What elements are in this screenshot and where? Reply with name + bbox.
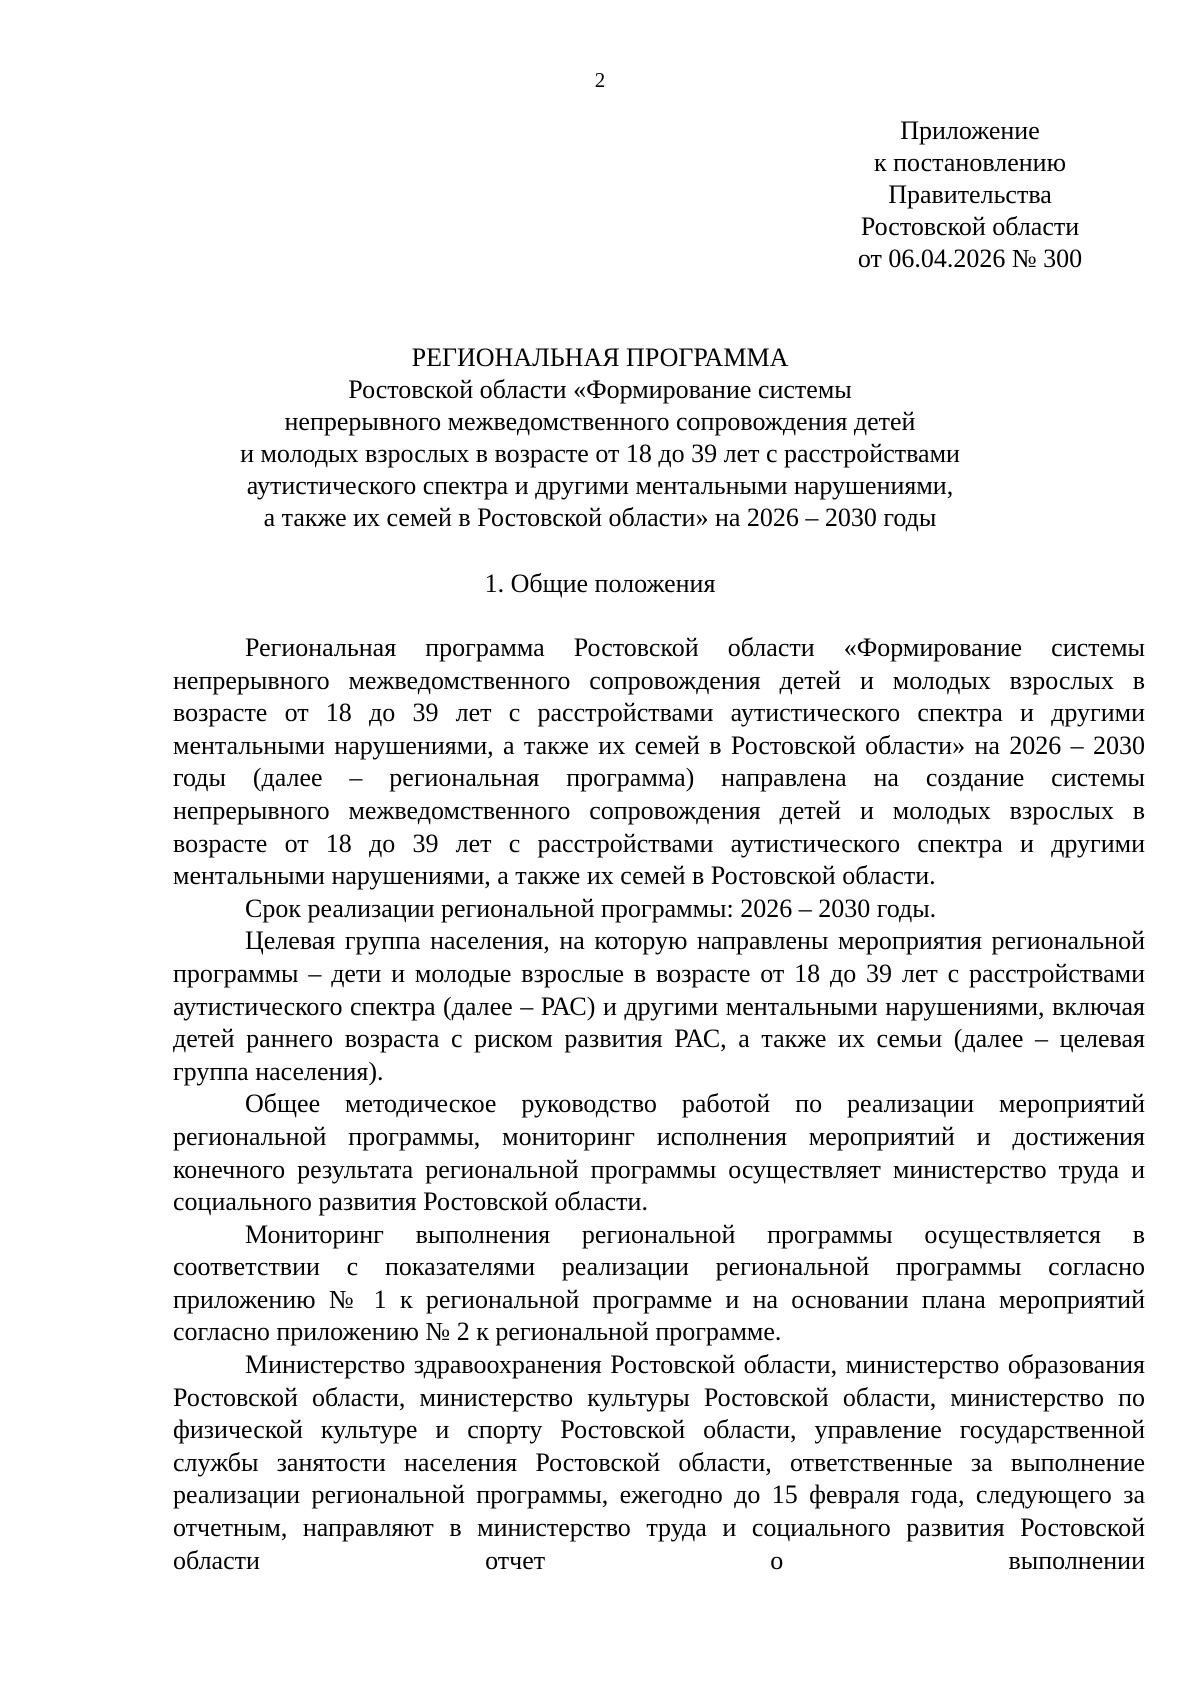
appendix-line: к постановлению: [873, 148, 1067, 177]
title-line: Ростовской области «Формирование системы: [348, 375, 852, 404]
title-line: непрерывного межведомственного сопровождения детей: [284, 407, 916, 436]
paragraph: Министерство здравоохранения Ростовской области, министерство образования Ростовской области, министерство культуры Ростовской области, министерство по физической культуре и спорту Ростовской области, управление государственной службы занятости населения Ростовской области, ответственные за выполнение реализации региональной программы, ежегодно до 15 февраля года, следующего за отчетным, направляют в министерство труда и социального развития Ростовской области отчет о выполнении: [173, 1350, 1145, 1575]
appendix-line: Приложение: [900, 116, 1040, 145]
title-line: РЕГИОНАЛЬНАЯ ПРОГРАММА: [411, 343, 789, 372]
paragraph: Общее методическое руководство работой по реализации мероприятий региональной программы, мониторинг исполнения мероприятий и достижения конечного результата региональной программы осуществляет министерство труда и социального развития Ростовской области.: [173, 1089, 1145, 1217]
paragraph: Региональная программа Ростовской области «Формирование системы непрерывного межведомственного сопровождения детей и молодых взрослых в возрасте от 18 до 39 лет с расстройствами аутистического спектра и другими ментальными нарушениями, а также их семей в Ростовской области» на 2026 – 2030 годы (далее – региональная программа) направлена на создание системы непрерывного межведомственного сопровождения детей и молодых взрослых в возрасте от 18 до 39 лет с расстройствами аутистического спектра и другими ментальными нарушениями, а также их семей в Ростовской области.: [173, 633, 1145, 891]
paragraph: Срок реализации региональной программы: 2026 – 2030 годы.: [245, 893, 937, 923]
paragraph: Целевая группа населения, на которую направлены мероприятия региональной программы – дети и молодые взрослые в возрасте от 18 до 39 лет с расстройствами аутистического спектра (далее – РАС) и другими ментальными нарушениями, включая детей раннего возраста с риском развития РАС, а также их семьи (далее – целевая группа населения).: [173, 926, 1145, 1086]
document-title: [150, 342, 1050, 534]
appendix-line: от 06.04.2026 № 300: [857, 244, 1083, 273]
appendix-line: Правительства: [888, 180, 1052, 209]
appendix-block: [820, 115, 1120, 275]
body-text: [173, 632, 1145, 1577]
title-line: аутистического спектра и другими ментальными нарушениями,: [246, 471, 954, 500]
title-line: а также их семей в Ростовской области» на 2026 – 2030 годы: [263, 503, 937, 532]
title-line: и молодых взрослых в возрасте от 18 до 39 лет с расстройствами: [240, 439, 960, 468]
page-number: 2: [594, 68, 606, 92]
section-heading: 1. Общие положения: [484, 569, 716, 598]
appendix-line: Ростовской области: [860, 212, 1080, 241]
paragraph: Мониторинг выполнения региональной программы осуществляется в соответствии с показателями реализации региональной программы согласно приложению № 1 к региональной программе и на основании плана мероприятий согласно приложению № 2 к региональной программе.: [173, 1219, 1145, 1347]
